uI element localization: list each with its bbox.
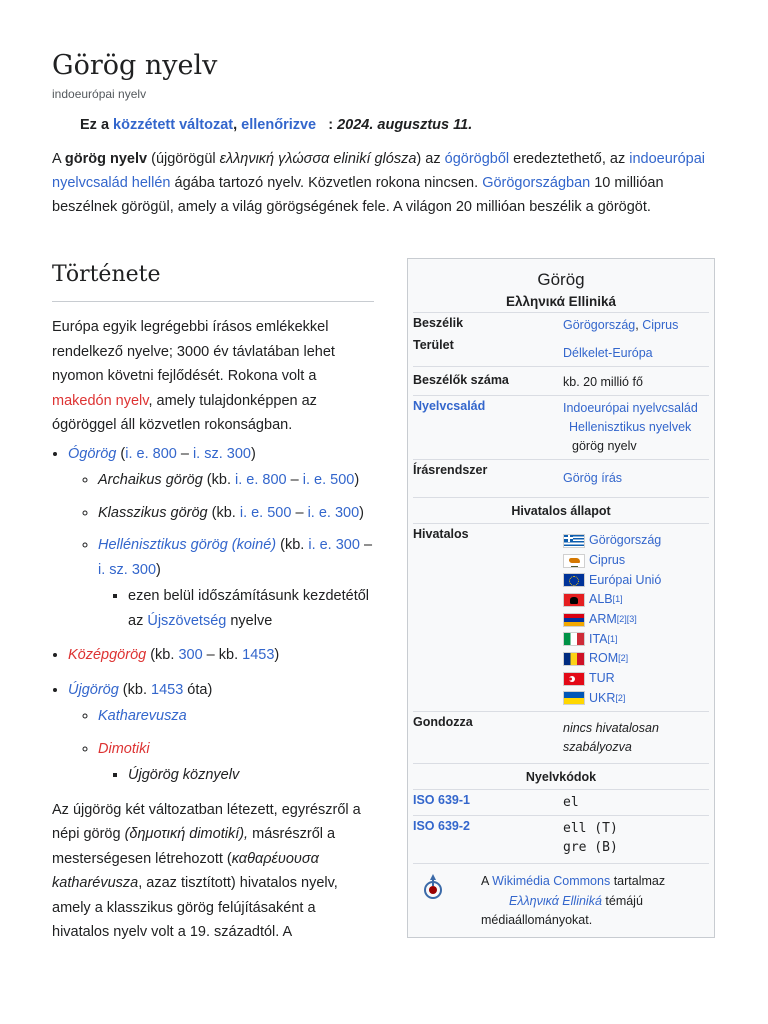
- period-text: (kb.: [202, 472, 236, 488]
- period-text: nyelve: [226, 612, 273, 629]
- period-list: [52, 442, 374, 788]
- list-item: [98, 501, 374, 526]
- macedonian-link[interactable]: makedón nyelv: [52, 392, 149, 409]
- infobox-value-text: görög nyelv: [572, 439, 637, 453]
- infobox: [407, 258, 715, 938]
- katharevousa-link[interactable]: Katharevusza: [98, 708, 187, 724]
- medieval-greek-link[interactable]: Középgörög: [68, 647, 147, 663]
- albania-flag-icon: [563, 593, 585, 607]
- list-item: [68, 643, 374, 668]
- language-codes-heading: Nyelvkódok: [413, 763, 709, 789]
- page-subtitle: indoeurópai nyelv: [52, 87, 147, 101]
- sub-sub-list: [98, 763, 374, 788]
- period-text: –: [291, 504, 308, 521]
- dimotiki-link[interactable]: Dimotiki: [98, 740, 150, 757]
- period-text: óta): [183, 681, 213, 698]
- period-text: (kb.: [118, 681, 152, 698]
- list-item: [68, 442, 374, 634]
- italy-flag-icon: [563, 632, 585, 646]
- official-country-item: [563, 649, 709, 669]
- infobox-native-name: Ελληνικά Elliniká: [506, 294, 616, 309]
- infobox-row-speakers: [413, 366, 709, 395]
- page-title: Görög nyelv: [52, 50, 218, 81]
- reference-link[interactable]: [2]: [618, 653, 629, 664]
- turkey-flag-icon: [563, 672, 585, 686]
- official-country-item: [563, 590, 709, 610]
- sub-period-list: [68, 704, 374, 788]
- ukraine-flag-icon: [563, 691, 585, 705]
- ancient-greek-link[interactable]: ógörögből: [444, 151, 510, 167]
- intro-text: ágába tartozó nyelv. Közvetlen rokona nincsen.: [170, 175, 483, 191]
- history-paragraph: [52, 315, 374, 438]
- period-text: (kb.: [207, 504, 240, 521]
- period-text: –: [176, 445, 193, 462]
- date-link[interactable]: i. e. 300: [308, 537, 360, 553]
- new-testament-link[interactable]: Újszövetség: [147, 612, 227, 629]
- official-country-link[interactable]: TUR: [589, 671, 615, 686]
- date-link[interactable]: i. e. 300: [307, 504, 360, 521]
- infobox-title: Görög: [537, 270, 585, 289]
- commons-logo-icon: [413, 872, 481, 931]
- infobox-value: nincs hivatalosan szabályozva: [563, 721, 659, 755]
- infobox-row-spoken: [413, 312, 709, 338]
- commons-box: [413, 863, 709, 931]
- greece-link[interactable]: Görögország: [563, 318, 636, 332]
- ancient-greek-period-link[interactable]: Ógörög: [68, 445, 117, 462]
- indo-european-link[interactable]: indoeurópai nyelvcsalád: [52, 151, 706, 191]
- infobox-row-iso1: [413, 789, 709, 815]
- eu-flag-icon: [563, 573, 585, 587]
- official-status-heading: Hivatalos állapot: [413, 497, 709, 523]
- commons-text-part: A: [481, 874, 493, 889]
- list-item: [68, 678, 374, 788]
- commons-text: [481, 872, 709, 931]
- period-text: ): [354, 472, 360, 488]
- official-country-link[interactable]: ARM: [589, 612, 617, 627]
- commons-category-link[interactable]: Ελληνικά Elliniká: [509, 893, 602, 908]
- official-country-link[interactable]: ROM: [589, 651, 619, 666]
- reference-link[interactable]: [2]: [615, 692, 626, 703]
- intro-greek-term: ελληνική γλώσσα elinikí glósza: [219, 151, 417, 167]
- history-paragraph: [52, 798, 374, 945]
- official-country-link[interactable]: Ciprus: [589, 553, 626, 568]
- official-country-item: [563, 689, 709, 709]
- review-notice: [80, 117, 472, 133]
- commons-text-part: témájú médiaállományokat.: [481, 893, 643, 928]
- official-country-item: [563, 610, 709, 630]
- modern-greek-link[interactable]: Újgörög: [68, 681, 119, 698]
- notice-prefix: Ez a: [80, 117, 110, 133]
- reference-link[interactable]: [1]: [612, 594, 623, 605]
- hellenistic-greek-link[interactable]: Hellénisztikus görög (koiné): [98, 537, 277, 553]
- intro-text: ) az: [416, 151, 445, 167]
- history-text: , amely tulajdonképpen az ógöröggel áll közvetlen rokonságban.: [52, 392, 317, 433]
- list-item: [128, 763, 374, 788]
- sub-period-list: [68, 468, 374, 633]
- infobox-value: [563, 338, 709, 363]
- date-link[interactable]: i. e. 800: [235, 472, 287, 488]
- intro-text: A: [52, 151, 65, 167]
- greek-alphabet-link[interactable]: Görög írás: [563, 471, 623, 485]
- infobox-value: [563, 399, 709, 456]
- code-value: gre (B): [563, 840, 618, 856]
- date-link[interactable]: i. sz. 300: [192, 445, 251, 462]
- intro-paragraph: [52, 147, 712, 219]
- greece-link[interactable]: Görögországban: [482, 175, 591, 191]
- sub-sub-list: [98, 584, 374, 633]
- history-text: , azaz tisztított) hivatalos nyelv, amely a klasszikus görög felújításaként a hivatalos nyelv volt a 19. századtól. A: [52, 875, 338, 940]
- list-item: [128, 584, 374, 633]
- official-country-link[interactable]: ALB: [589, 592, 613, 607]
- official-countries-list: [563, 527, 709, 708]
- official-country-link[interactable]: Európai Unió: [589, 572, 662, 587]
- period-text: ): [274, 647, 280, 663]
- greece-flag-icon: [563, 534, 585, 548]
- period-name: Újgörög köznyelv: [128, 767, 240, 783]
- official-country-item: [563, 669, 709, 689]
- date-link[interactable]: 300: [178, 647, 203, 663]
- armenia-flag-icon: [563, 613, 585, 627]
- intro-text: (újgörögül: [147, 151, 220, 167]
- date-link[interactable]: 1453: [242, 647, 275, 663]
- romania-flag-icon: [563, 652, 585, 666]
- infobox-row-region: [413, 338, 709, 366]
- official-country-link[interactable]: Görögország: [589, 533, 662, 548]
- hellenic-languages-link[interactable]: Hellenisztikus nyelvek: [569, 420, 692, 434]
- period-text: ): [359, 504, 364, 521]
- period-text: –: [286, 472, 303, 488]
- infobox-row-official: [413, 523, 709, 711]
- history-text: másrészről a mesterségesen létrehozott (: [52, 826, 336, 867]
- period-text: (: [116, 445, 126, 462]
- intro-text: 10 millióan beszélnek görögül, amely a világ görögségének fele. A világon 20 millióan beszélik a görögöt.: [52, 175, 664, 215]
- infobox-key: Beszélők száma: [413, 373, 509, 387]
- wikimedia-commons-link[interactable]: Wikimédia Commons: [492, 874, 611, 889]
- infobox-key: Gondozza: [413, 715, 473, 730]
- infobox-key: Terület: [413, 338, 454, 352]
- period-text: (kb.: [146, 647, 179, 663]
- infobox-value: kb. 20 millió fő: [563, 375, 643, 389]
- history-text: Európa egyik legrégebbi írásos emlékekkel rendelkező nyelve; 3000 év távlatában lehet nyomon követni fejlődését. Rokona volt a: [52, 319, 335, 384]
- infobox-value: el: [563, 795, 579, 811]
- indo-european-link[interactable]: Indoeurópai nyelvcsalád: [563, 401, 698, 415]
- period-text: ezen belül időszámításunk kezdetétől az: [128, 588, 370, 629]
- list-item: [98, 737, 374, 788]
- notice-colon: :: [328, 117, 334, 133]
- infobox-row-script: [413, 459, 709, 497]
- iso-639-2-link[interactable]: ISO 639-2: [413, 819, 470, 834]
- official-country-link[interactable]: ITA: [589, 631, 608, 646]
- history-heading: Története: [52, 262, 374, 302]
- infobox-key: Hivatalos: [413, 527, 469, 541]
- official-country-item: [563, 531, 709, 551]
- intro-text: eredeztethető, az: [509, 151, 630, 167]
- iso-639-1-link[interactable]: ISO 639-1: [413, 793, 470, 808]
- infobox-key: Beszélik: [413, 316, 464, 330]
- greek-term: καθαρέυουσα katharévusza: [52, 850, 319, 891]
- list-item: [98, 704, 374, 729]
- hellenic-link[interactable]: hellén: [131, 175, 171, 191]
- period-text: ): [156, 561, 161, 578]
- date-link[interactable]: i. e. 500: [239, 504, 292, 521]
- date-link[interactable]: 1453: [151, 681, 184, 698]
- cyprus-link[interactable]: Ciprus: [642, 318, 679, 332]
- infobox-row-iso2: [413, 815, 709, 863]
- commons-text-part: tartalmaz: [610, 874, 666, 889]
- date-link[interactable]: i. e. 500: [302, 472, 355, 488]
- infobox-value: [563, 819, 709, 857]
- official-country-item: [563, 551, 709, 571]
- date-link[interactable]: i. sz. 300: [98, 561, 157, 578]
- notice-sep: ,: [233, 117, 238, 133]
- period-name: Klasszikus görög: [98, 504, 208, 521]
- period-text: – kb.: [202, 647, 243, 663]
- list-item: [98, 468, 374, 493]
- reference-link[interactable]: [2][3]: [616, 614, 637, 625]
- history-text: Az újgörög két változatban létezett, egyrészről a népi görög: [52, 801, 361, 842]
- infobox-key: Írásrendszer: [413, 463, 488, 477]
- cyprus-flag-icon: [563, 554, 585, 568]
- intro-bold-term: görög nyelv: [64, 151, 148, 167]
- period-text: (kb.: [276, 537, 309, 553]
- infobox-row-family: [413, 395, 709, 459]
- greek-term: (δημοτική dimotikí),: [124, 826, 249, 842]
- reviewed-link[interactable]: ellenőrizve: [241, 117, 317, 133]
- official-country-item: [563, 570, 709, 590]
- infobox-value: [563, 463, 709, 488]
- date-link[interactable]: i. e. 800: [125, 445, 177, 462]
- published-version-link[interactable]: közzétett változat: [113, 117, 234, 133]
- period-name: Archaikus görög: [98, 472, 203, 488]
- period-text: –: [359, 537, 373, 553]
- reference-link[interactable]: [1]: [607, 633, 618, 644]
- period-text: ): [250, 445, 256, 462]
- notice-date: 2024. augusztus 11.: [337, 117, 473, 133]
- history-section: [52, 315, 374, 945]
- list-item: [98, 533, 374, 633]
- language-family-link[interactable]: Nyelvcsalád: [413, 399, 486, 413]
- infobox-value: [563, 316, 709, 335]
- official-country-link[interactable]: UKR: [589, 690, 616, 705]
- separator: ,: [635, 318, 643, 332]
- infobox-row-regulator: [413, 711, 709, 763]
- southeast-europe-link[interactable]: Délkelet-Európa: [563, 346, 653, 360]
- official-country-item: [563, 629, 709, 649]
- code-value: ell (T): [563, 821, 618, 837]
